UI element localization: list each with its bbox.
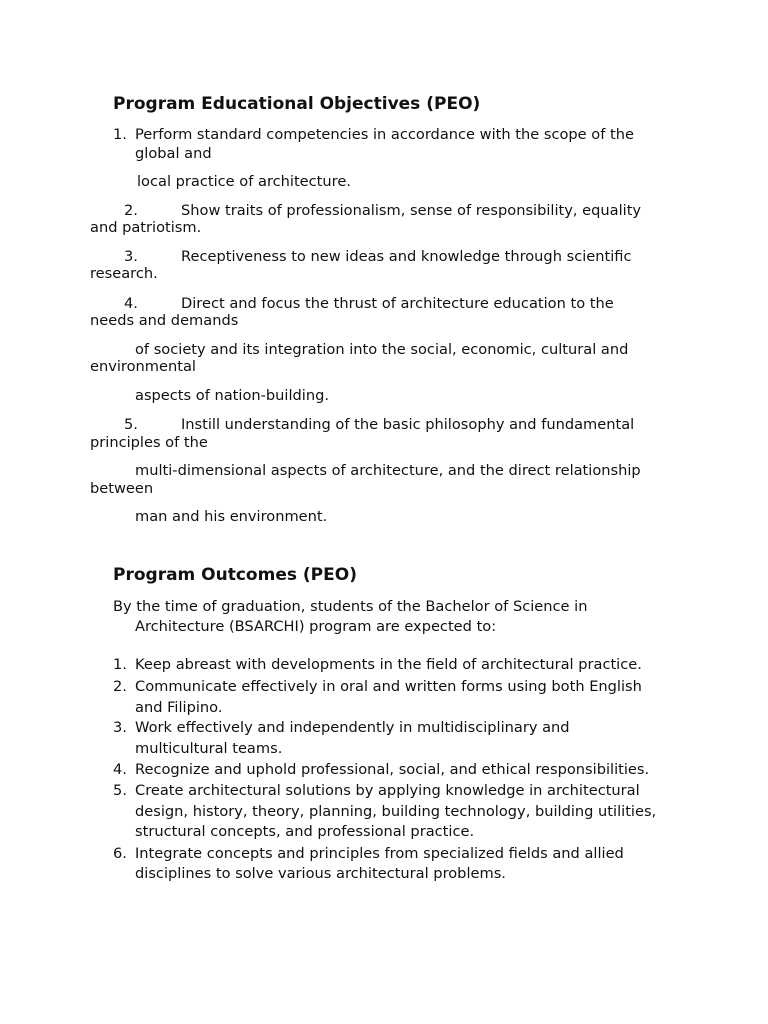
peo-item-2-number: 2.	[124, 202, 138, 219]
outcome-2-number: 2.	[113, 678, 127, 695]
outcome-3-line: Work effectively and independently in multidisciplinary and	[135, 719, 570, 736]
outcome-1-number: 1.	[113, 656, 127, 673]
peo-item-3-line: Receptiveness to new ideas and knowledge through scientific	[181, 248, 632, 265]
outcome-3-number: 3.	[113, 719, 127, 736]
peo-item-1-number: 1.	[113, 126, 127, 143]
peo-item-4-line: Direct and focus the thrust of architecture education to the	[181, 295, 614, 312]
outcome-2-line: and Filipino.	[135, 699, 223, 716]
outcome-5-line: design, history, theory, planning, building technology, building utilities,	[135, 803, 657, 820]
peo-item-2-line: and patriotism.	[90, 219, 202, 236]
peo-item-1-line: global and	[135, 145, 212, 162]
peo-heading: Program Educational Objectives (PEO)	[113, 94, 481, 114]
outcome-3-line: multicultural teams.	[135, 740, 283, 757]
peo-item-5-line: principles of the	[90, 434, 208, 451]
outcome-6-number: 6.	[113, 845, 127, 862]
peo-item-3-line: research.	[90, 265, 158, 282]
peo-item-4-line: aspects of nation-building.	[135, 387, 329, 404]
outcome-6-line: Integrate concepts and principles from specialized fields and allied	[135, 845, 624, 862]
outcome-1-line: Keep abreast with developments in the field of architectural practice.	[135, 656, 642, 673]
peo-item-4-line: environmental	[90, 358, 196, 375]
peo-item-4-line: needs and demands	[90, 312, 239, 329]
peo-item-5-line: Instill understanding of the basic philosophy and fundamental	[181, 416, 635, 433]
outcome-6-line: disciplines to solve various architectural problems.	[135, 865, 506, 882]
peo-item-1-line: Perform standard competencies in accordance with the scope of the	[135, 126, 634, 143]
outcome-5-number: 5.	[113, 782, 127, 799]
outcomes-intro-line: By the time of graduation, students of the Bachelor of Science in	[113, 598, 588, 615]
peo-item-2-line: Show traits of professionalism, sense of responsibility, equality	[181, 202, 642, 219]
outcome-5-line: Create architectural solutions by applying knowledge in architectural	[135, 782, 640, 799]
peo-item-5-line: multi-dimensional aspects of architecture, and the direct relationship	[135, 462, 641, 479]
outcome-5-line: structural concepts, and professional practice.	[135, 823, 475, 840]
outcomes-heading: Program Outcomes (PEO)	[113, 565, 357, 585]
peo-item-5-line: between	[90, 480, 154, 497]
peo-item-4-line: of society and its integration into the social, economic, cultural and	[135, 341, 629, 358]
peo-item-4-number: 4.	[124, 295, 138, 312]
peo-item-5-number: 5.	[124, 416, 138, 433]
peo-item-1-line: local practice of architecture.	[137, 173, 351, 190]
peo-item-3-number: 3.	[124, 248, 138, 265]
outcomes-intro-line: Architecture (BSARCHI) program are expected to:	[135, 618, 497, 635]
peo-item-5-line: man and his environment.	[135, 508, 328, 525]
outcome-2-line: Communicate effectively in oral and written forms using both English	[135, 678, 642, 695]
outcome-4-line: Recognize and uphold professional, social, and ethical responsibilities.	[135, 761, 650, 778]
outcome-4-number: 4.	[113, 761, 127, 778]
